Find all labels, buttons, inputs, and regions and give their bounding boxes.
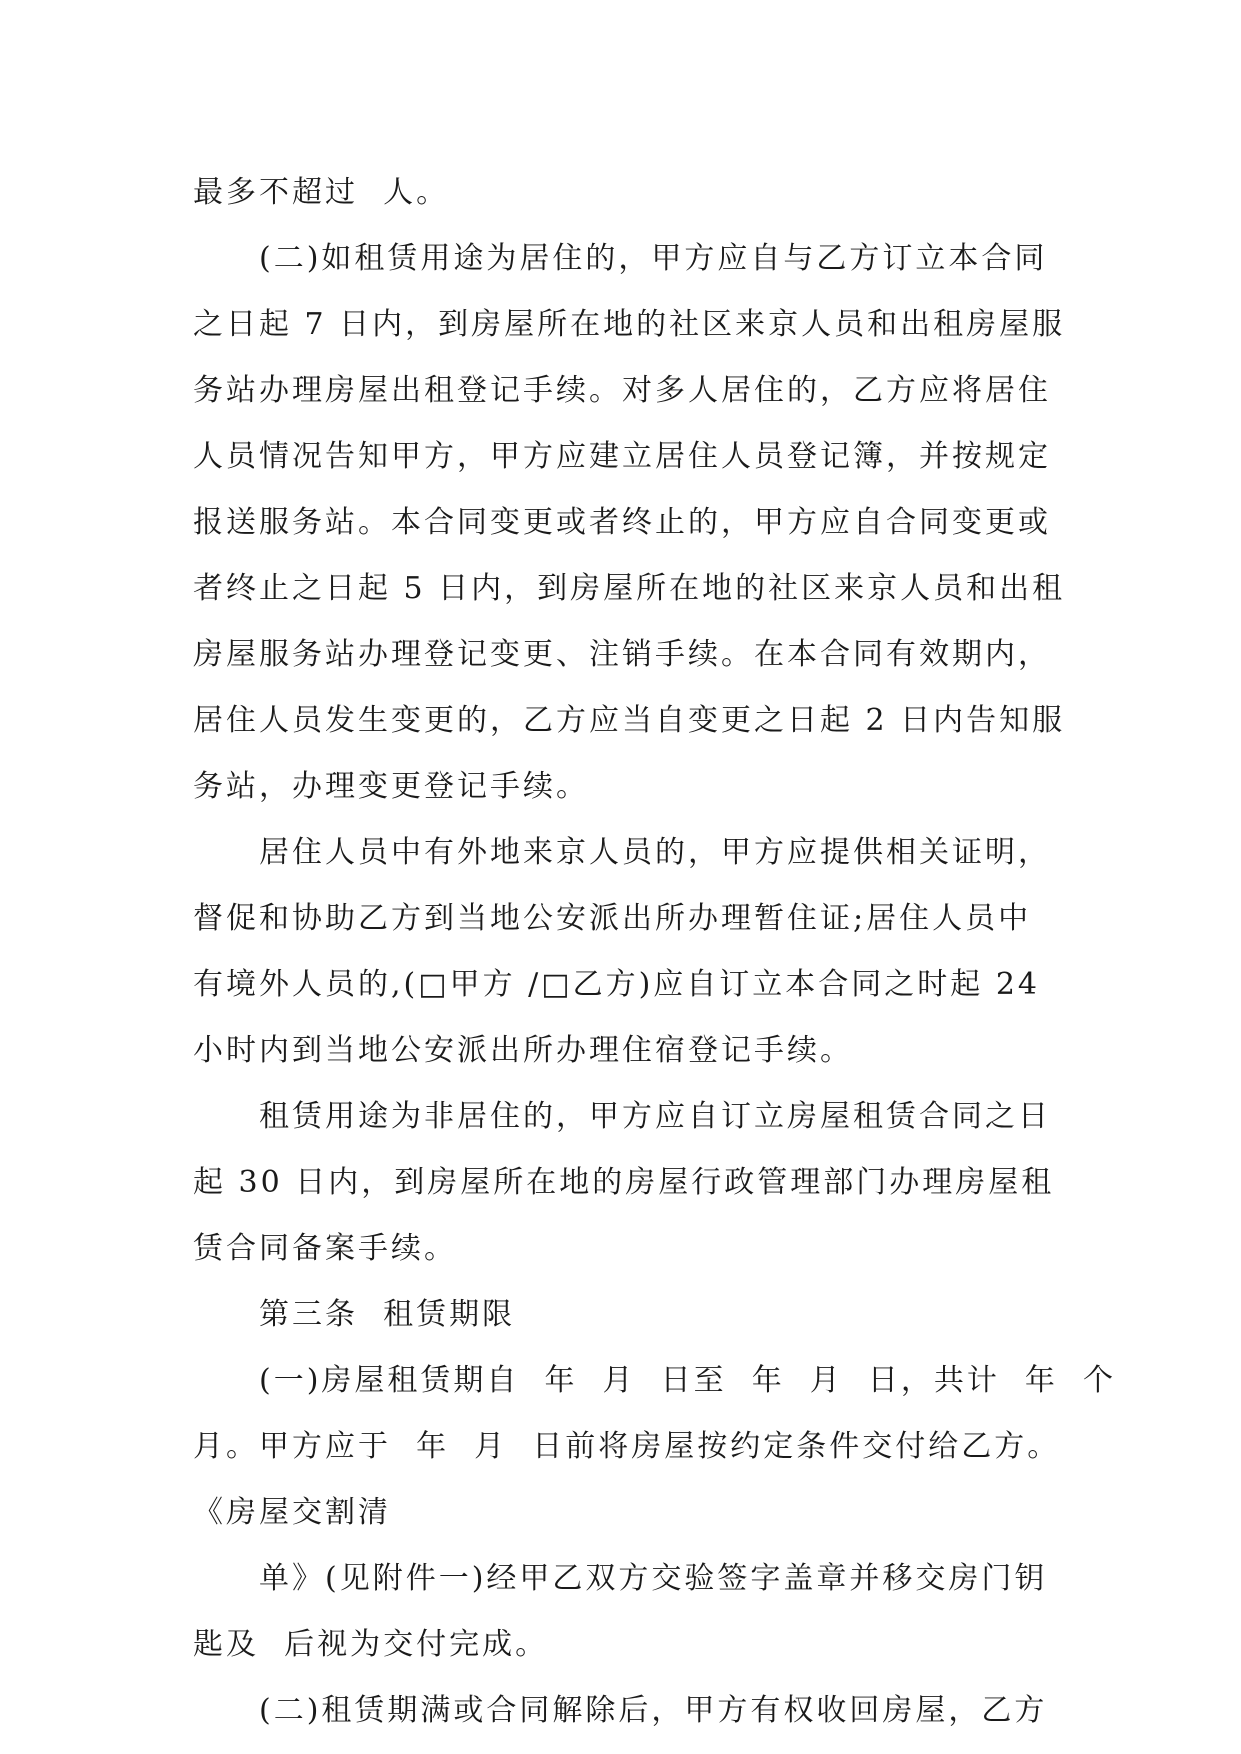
- text-line: 匙及 后视为交付完成。: [193, 1627, 549, 1662]
- text-line: 居住人员中有外地来京人员的，甲方应提供相关证明，: [259, 835, 1051, 870]
- text-line: 第三条 租赁期限: [259, 1297, 516, 1332]
- text-line: 之日起 7 日内，到房屋所在地的社区来京人员和出租房屋服: [193, 307, 1066, 342]
- text-line: 房屋服务站办理登记变更、注销手续。在本合同有效期内，: [193, 637, 1051, 672]
- text-line: 起 30 日内，到房屋所在地的房屋行政管理部门办理房屋租: [193, 1165, 1055, 1200]
- text-line: 务站办理房屋出租登记手续。对多人居住的，乙方应将居住: [193, 373, 1051, 408]
- text-line: 租赁用途为非居住的，甲方应自订立房屋租赁合同之日: [259, 1099, 1051, 1134]
- text-line: 《房屋交割清: [193, 1495, 391, 1530]
- text-line: 居住人员发生变更的，乙方应当自变更之日起 2 日内告知服: [193, 703, 1066, 738]
- text-line: (二)租赁期满或合同解除后，甲方有权收回房屋，乙方: [259, 1693, 1048, 1728]
- document-body: [193, 160, 1116, 1744]
- text-line: 月。甲方应于 年 月 日前将房屋按约定条件交付给乙方。: [193, 1429, 1061, 1464]
- text-line: 报送服务站。本合同变更或者终止的，甲方应自合同变更或: [193, 505, 1051, 540]
- text-line: 最多不超过 人。: [193, 175, 450, 210]
- text-line: 督促和协助乙方到当地公安派出所办理暂住证;居住人员中: [193, 901, 1032, 936]
- text-line: 单》(见附件一)经甲乙双方交验签字盖章并移交房门钥: [259, 1561, 1048, 1596]
- text-line: 有境外人员的,(□甲方 /□乙方)应自订立本合同之时起 24: [193, 967, 1040, 1002]
- text-line: 人员情况告知甲方，甲方应建立居住人员登记簿，并按规定: [193, 439, 1051, 474]
- text-line: 小时内到当地公安派出所办理住宿登记手续。: [193, 1033, 853, 1068]
- text-line: (二)如租赁用途为居住的，甲方应自与乙方订立本合同: [259, 241, 1048, 276]
- text-line: 务站，办理变更登记手续。: [193, 769, 589, 804]
- text-line: (一)房屋租赁期自 年 月 日至 年 月 日，共计 年 个: [259, 1363, 1116, 1398]
- text-line: 赁合同备案手续。: [193, 1231, 457, 1266]
- text-line: 者终止之日起 5 日内，到房屋所在地的社区来京人员和出租: [193, 571, 1066, 606]
